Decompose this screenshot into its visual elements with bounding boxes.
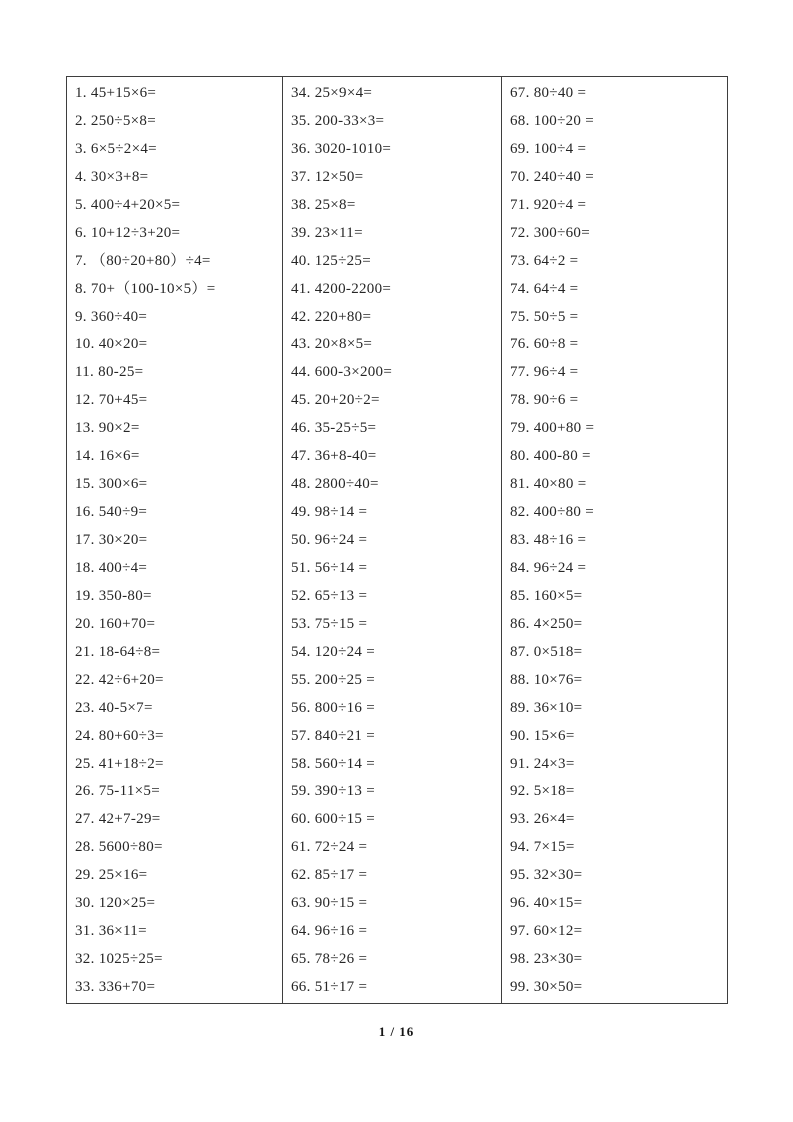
problem-item: 59. 390÷13 =	[291, 783, 376, 800]
problem-item: 90. 15×6=	[510, 727, 575, 744]
problems-column-1	[67, 77, 282, 1003]
problem-item: 66. 51÷17 =	[291, 979, 368, 995]
problem-item: 38. 25×8=	[291, 196, 356, 213]
problem-item: 6. 10+12÷3+20=	[75, 224, 181, 241]
problem-item: 31. 36×11=	[75, 923, 147, 940]
problem-item: 86. 4×250=	[510, 615, 583, 632]
problem-item: 39. 23×11=	[291, 224, 363, 241]
problem-item: 71. 920÷4 =	[510, 196, 587, 213]
problem-item: 11. 80-25=	[75, 364, 144, 381]
problem-item: 50. 96÷24 =	[291, 532, 368, 548]
problem-item: 32. 1025÷25=	[75, 951, 163, 968]
problem-item: 68. 100÷20 =	[510, 112, 595, 129]
problem-item: 35. 200-33×3=	[291, 112, 385, 129]
problem-item: 52. 65÷13 =	[291, 587, 368, 604]
problem-item: 94. 7×15=	[510, 839, 575, 856]
problem-item: 73. 64÷2 =	[510, 252, 579, 269]
problem-item: 95. 32×30=	[510, 867, 583, 884]
problem-item: 54. 120÷24 =	[291, 643, 376, 660]
problem-item: 48. 2800÷40=	[291, 476, 379, 493]
problem-item: 72. 300÷60=	[510, 224, 590, 241]
problem-item: 29. 25×16=	[75, 867, 148, 884]
problem-item: 88. 10×76=	[510, 671, 583, 688]
problem-item: 89. 36×10=	[510, 699, 583, 716]
problem-item: 49. 98÷14 =	[291, 504, 368, 521]
problem-item: 56. 800÷16 =	[291, 699, 376, 716]
problem-item: 61. 72÷24 =	[291, 839, 368, 856]
problem-item: 91. 24×3=	[510, 755, 575, 772]
problem-item: 65. 78÷26 =	[291, 951, 368, 968]
problem-item: 62. 85÷17 =	[291, 867, 368, 884]
problem-item: 79. 400+80 =	[510, 420, 595, 437]
problem-item: 53. 75÷15 =	[291, 615, 368, 632]
problem-item: 19. 350-80=	[75, 587, 152, 604]
problems-table	[66, 76, 728, 1004]
problem-item: 47. 36+8-40=	[291, 448, 377, 465]
problem-item: 20. 160+70=	[75, 615, 156, 632]
problem-item: 22. 42÷6+20=	[75, 671, 164, 688]
problem-item: 10. 40×20=	[75, 336, 148, 353]
problem-item: 92. 5×18=	[510, 783, 575, 800]
problems-column-2	[282, 77, 501, 1003]
problem-item: 41. 4200-2200=	[291, 280, 392, 297]
page-number: 1 / 16	[378, 1024, 415, 1039]
problem-item: 27. 42+7-29=	[75, 811, 161, 828]
problem-item: 83. 48÷16 =	[510, 532, 587, 548]
problem-item: 16. 540÷9=	[75, 504, 148, 521]
problem-item: 12. 70+45=	[75, 392, 148, 409]
problem-item: 7. （80÷20+80）÷4=	[75, 252, 211, 269]
problems-column-3	[501, 77, 727, 1003]
problem-item: 51. 56÷14 =	[291, 559, 368, 576]
problem-item: 14. 16×6=	[75, 448, 140, 465]
problem-item: 82. 400÷80 =	[510, 504, 595, 521]
problem-item: 42. 220+80=	[291, 308, 372, 325]
problem-item: 4. 30×3+8=	[75, 168, 149, 185]
problem-item: 36. 3020-1010=	[291, 140, 392, 157]
problem-item: 45. 20+20÷2=	[291, 392, 380, 409]
problem-item: 63. 90÷15 =	[291, 895, 368, 912]
problem-item: 85. 160×5=	[510, 587, 583, 604]
problem-item: 96. 40×15=	[510, 895, 583, 912]
problem-item: 57. 840÷21 =	[291, 727, 376, 744]
problem-item: 74. 64÷4 =	[510, 280, 579, 297]
problem-item: 43. 20×8×5=	[291, 336, 373, 353]
problem-item: 28. 5600÷80=	[75, 839, 163, 856]
problem-item: 60. 600÷15 =	[291, 811, 376, 828]
problem-item: 78. 90÷6 =	[510, 392, 579, 409]
problem-item: 67. 80÷40 =	[510, 85, 587, 101]
problem-item: 70. 240÷40 =	[510, 168, 595, 185]
problem-item: 9. 360÷40=	[75, 308, 148, 325]
problem-item: 81. 40×80 =	[510, 476, 587, 493]
problem-item: 99. 30×50=	[510, 979, 583, 995]
problem-item: 30. 120×25=	[75, 895, 156, 912]
problem-item: 5. 400÷4+20×5=	[75, 196, 181, 213]
problem-item: 69. 100÷4 =	[510, 140, 587, 157]
problem-item: 21. 18-64÷8=	[75, 643, 161, 660]
problem-item: 44. 600-3×200=	[291, 364, 393, 381]
problem-item: 77. 96÷4 =	[510, 364, 579, 381]
problem-item: 26. 75-11×5=	[75, 783, 160, 800]
problem-item: 37. 12×50=	[291, 168, 364, 185]
problem-item: 93. 26×4=	[510, 811, 575, 828]
problem-item: 58. 560÷14 =	[291, 755, 376, 772]
problem-item: 24. 80+60÷3=	[75, 727, 164, 744]
problem-item: 98. 23×30=	[510, 951, 583, 968]
problem-item: 23. 40-5×7=	[75, 699, 153, 716]
problem-item: 1. 45+15×6=	[75, 85, 157, 101]
problem-item: 40. 125÷25=	[291, 252, 371, 269]
problem-item: 8. 70+（100-10×5）=	[75, 280, 216, 297]
problem-item: 64. 96÷16 =	[291, 923, 368, 940]
problem-item: 84. 96÷24 =	[510, 559, 587, 576]
problem-item: 75. 50÷5 =	[510, 308, 579, 325]
problem-item: 15. 300×6=	[75, 476, 148, 493]
problem-item: 18. 400÷4=	[75, 559, 148, 576]
problem-item: 87. 0×518=	[510, 643, 583, 660]
problem-item: 17. 30×20=	[75, 532, 148, 548]
problem-item: 2. 250÷5×8=	[75, 112, 156, 129]
problem-item: 55. 200÷25 =	[291, 671, 376, 688]
problem-item: 13. 90×2=	[75, 420, 140, 437]
problem-item: 33. 336+70=	[75, 979, 156, 995]
problem-item: 46. 35-25÷5=	[291, 420, 377, 437]
problem-item: 76. 60÷8 =	[510, 336, 579, 353]
problem-item: 80. 400-80 =	[510, 448, 591, 465]
problem-item: 97. 60×12=	[510, 923, 583, 940]
problem-item: 3. 6×5÷2×4=	[75, 140, 157, 157]
problem-item: 25. 41+18÷2=	[75, 755, 164, 772]
problem-item: 34. 25×9×4=	[291, 85, 373, 101]
